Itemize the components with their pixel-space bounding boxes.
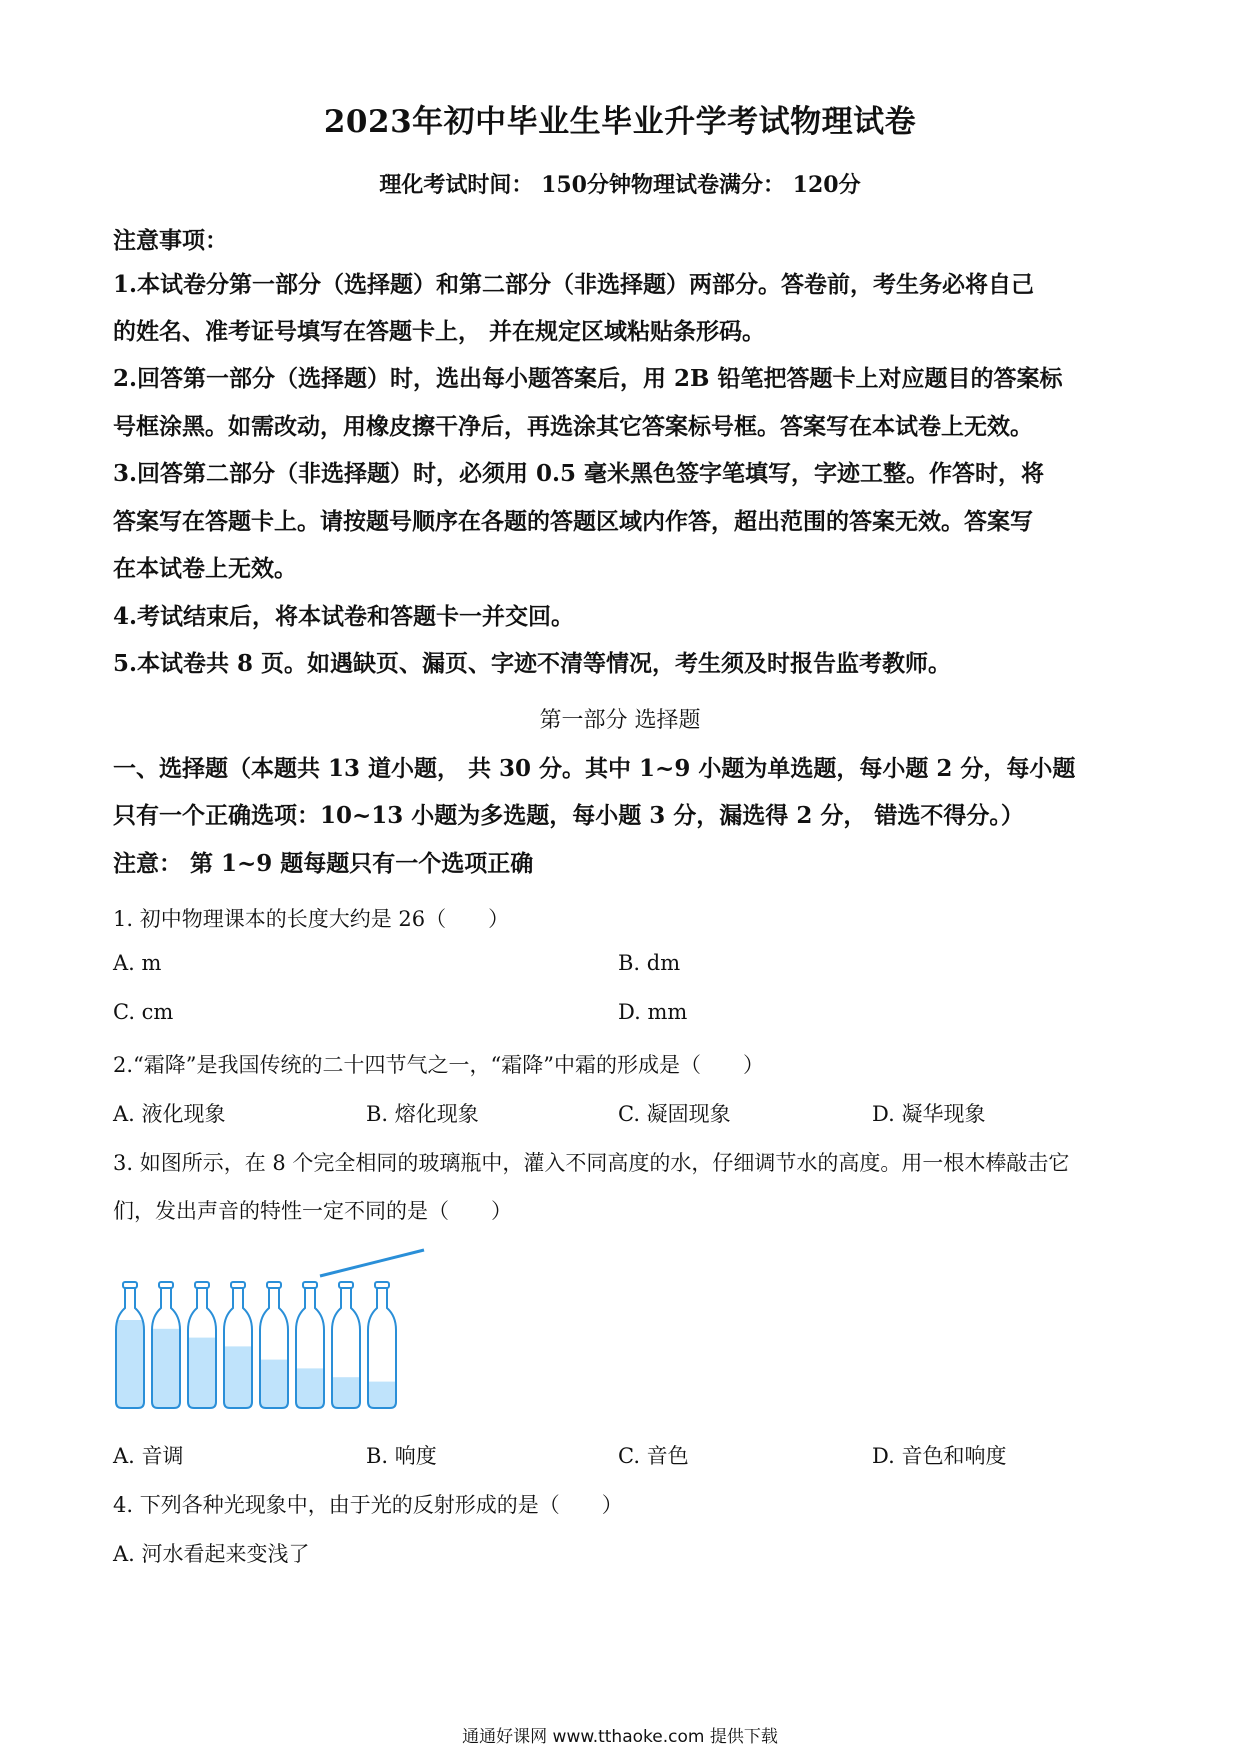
question-1-option-b: B. dm: [618, 951, 681, 975]
glass-bottle: [224, 1282, 252, 1408]
part1-heading: 第一部分 选择题: [539, 708, 701, 733]
notice-heading: 注意事项：: [113, 227, 228, 254]
glass-bottle: [260, 1282, 288, 1408]
question-3-stem: 们，发出声音的特性一定不同的是（ ）: [113, 1199, 512, 1223]
glass-bottle: [188, 1282, 216, 1408]
question-2-option-b: B. 熔化现象: [366, 1102, 479, 1126]
water-level: [332, 1377, 360, 1408]
water-level: [152, 1329, 180, 1408]
glass-bottle: [152, 1282, 180, 1408]
footer-source: 通通好课网 www.tthaoke.com 提供下载: [462, 1727, 778, 1747]
question-3-option-b: B. 响度: [366, 1444, 437, 1468]
water-level: [260, 1360, 288, 1408]
glass-bottles-figure: [112, 1240, 432, 1416]
water-level: [296, 1368, 324, 1408]
notice-line: 2.回答第一部分（选择题）时，选出每小题答案后，用 2B 铅笔把答题卡上对应题目的答案标: [113, 365, 1063, 392]
exam-title: 2023年初中毕业生毕业升学考试物理试卷: [323, 104, 917, 140]
question-3-option-a: A. 音调: [113, 1444, 184, 1468]
question-1-option-c: C. cm: [113, 1000, 174, 1024]
question-4-stem: 4. 下列各种光现象中，由于光的反射形成的是（ ）: [113, 1493, 623, 1517]
glass-bottle: [332, 1282, 360, 1408]
notice-line: 3.回答第二部分（非选择题）时，必须用 0.5 毫米黑色签字笔填写，字迹工整。作答时，将: [113, 460, 1045, 487]
glass-bottle: [368, 1282, 396, 1408]
section-instruction: 只有一个正确选项：10~13 小题为多选题，每小题 3 分，漏选得 2 分， 错选不得分。）: [113, 802, 1024, 829]
question-2-option-c: C. 凝固现象: [618, 1102, 731, 1126]
wooden-stick: [320, 1250, 424, 1276]
section-instruction: 一、选择题（本题共 13 道小题， 共 30 分。其中 1~9 小题为单选题，每小题 2 分，每小题: [113, 755, 1076, 782]
notice-line: 在本试卷上无效。: [113, 555, 297, 582]
question-2-option-a: A. 液化现象: [113, 1102, 226, 1126]
notice-line: 的姓名、准考证号填写在答题卡上， 并在规定区域粘贴条形码。: [113, 318, 766, 345]
water-level: [116, 1320, 144, 1408]
water-level: [188, 1338, 216, 1408]
section-note: 注意： 第 1~9 题每题只有一个选项正确: [113, 850, 534, 877]
notice-line: 答案写在答题卡上。请按题号顺序在各题的答题区域内作答，超出范围的答案无效。答案写: [113, 508, 1033, 535]
question-1-option-d: D. mm: [618, 1000, 688, 1024]
notice-line: 4.考试结束后，将本试卷和答题卡一并交回。: [113, 603, 575, 630]
exam-subtitle: 理化考试时间： 150分钟物理试卷满分： 120分: [379, 172, 861, 198]
question-2-stem: 2.“霜降”是我国传统的二十四节气之一，“霜降”中霜的形成是（ ）: [113, 1053, 764, 1077]
question-1-stem: 1. 初中物理课本的长度大约是 26（ ）: [113, 907, 510, 931]
question-3-option-d: D. 音色和响度: [872, 1444, 1007, 1468]
question-4-option-a: A. 河水看起来变浅了: [113, 1542, 310, 1566]
notice-line: 1.本试卷分第一部分（选择题）和第二部分（非选择题）两部分。答卷前，考生务必将自己: [113, 271, 1035, 298]
question-3-stem: 3. 如图所示，在 8 个完全相同的玻璃瓶中，灌入不同高度的水，仔细调节水的高度。用一根木棒敲击它: [113, 1151, 1070, 1175]
glass-bottle: [296, 1282, 324, 1408]
question-3-option-c: C. 音色: [618, 1444, 689, 1468]
question-2-option-d: D. 凝华现象: [872, 1102, 986, 1126]
notice-line: 号框涂黑。如需改动，用橡皮擦干净后，再选涂其它答案标号框。答案写在本试卷上无效。: [113, 413, 1033, 440]
question-1-option-a: A. m: [113, 951, 162, 975]
water-level: [224, 1346, 252, 1408]
glass-bottle: [116, 1282, 144, 1408]
water-level: [368, 1382, 396, 1408]
notice-line: 5.本试卷共 8 页。如遇缺页、漏页、字迹不清等情况，考生须及时报告监考教师。: [113, 650, 952, 677]
